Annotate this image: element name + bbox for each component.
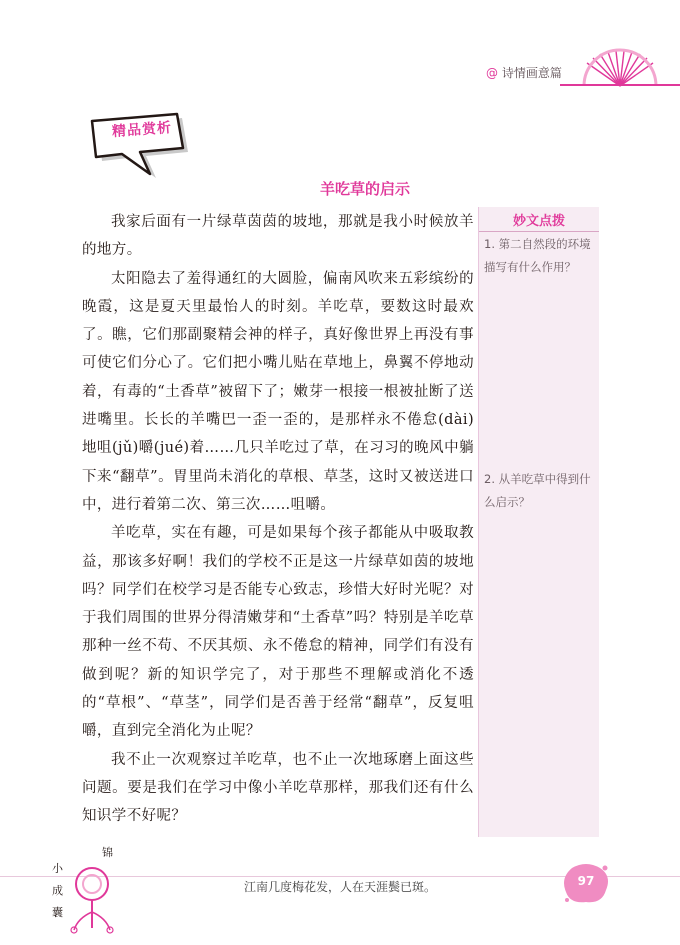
sidebar-title-rule	[479, 231, 599, 232]
article-body	[82, 208, 474, 831]
sidebar-note-2: 2. 从羊吃草中得到什么启示？	[484, 472, 591, 509]
emblem-char-1: 小	[52, 862, 63, 875]
sidebar-title: 妙文点拨	[512, 214, 565, 229]
badge-label: 精品赏析	[111, 119, 173, 141]
sidebar-panel	[479, 207, 599, 837]
emblem-char-2: 锦	[102, 846, 113, 859]
header-fan-decoration	[560, 48, 680, 88]
paragraph-3: 羊吃草，实在有趣，可是如果每个孩子都能从中吸取教益，那该多好啊！我们的学校不正是这一片绿草如茵的坡地吗？同学们在校学习是否能专心致志，珍惜大好时光呢？对于我们周围的世界分得清嫩芽和“土香草”吗？特别是羊吃草那种一丝不苟、不厌其烦、永不倦怠的精神，同学们有没有做到呢？新的知识学完了，对于那些不理解或消化不透的“草根”、“草茎”，同学们是否善于经常“翻草”，反复咀嚼，直到完全消化为止呢？	[82, 525, 474, 740]
sidebar-divider	[478, 207, 479, 837]
footer-motto: 江南几度梅花发，人在天涯鬓已斑。	[243, 880, 436, 894]
page-number: 97	[577, 874, 595, 888]
emblem-char-3: 成	[52, 884, 63, 897]
section-label-text: 诗情画意篇	[501, 66, 562, 80]
paragraph-2: 太阳隐去了羞得通红的大圆脸，偏南风吹来五彩缤纷的晚霞，这是夏天里最怡人的时刻。羊吃草，要数这时最欢了。瞧，它们那副聚精会神的样子，真好像世界上再没有事可使它们分心了。它们把小嘴儿贴在草地上，鼻翼不停地动着，有毒的“土香草”被留下了；嫩芽一根接一根被扯断了送进嘴里。长长的羊嘴巴一歪一歪的，是那样永不倦怠(dài)地咀(jǔ)嚼(jué)着……几只羊吃过了草，在习习的晚风中躺下来“翻草”。胃里尚未消化的草根、草茎，这时又被送进口中，进行着第二次、第三次……咀嚼。	[82, 270, 474, 513]
sidebar-note-1: 1. 第二自然段的环境描写有什么作用？	[484, 237, 591, 274]
paragraph-4: 我不止一次观察过羊吃草，也不止一次地琢磨上面这些问题。要是我们在学习中像小羊吃草那样，那我们还有什么知识学不好呢？	[82, 751, 474, 825]
swirl-icon: @	[486, 66, 498, 80]
paragraph-1: 我家后面有一片绿草茵茵的坡地，那就是我小时候放羊的地方。	[82, 214, 474, 259]
section-label	[486, 64, 562, 81]
article-title: 羊吃草的启示	[319, 180, 410, 198]
emblem-char-4: 囊	[52, 906, 63, 919]
